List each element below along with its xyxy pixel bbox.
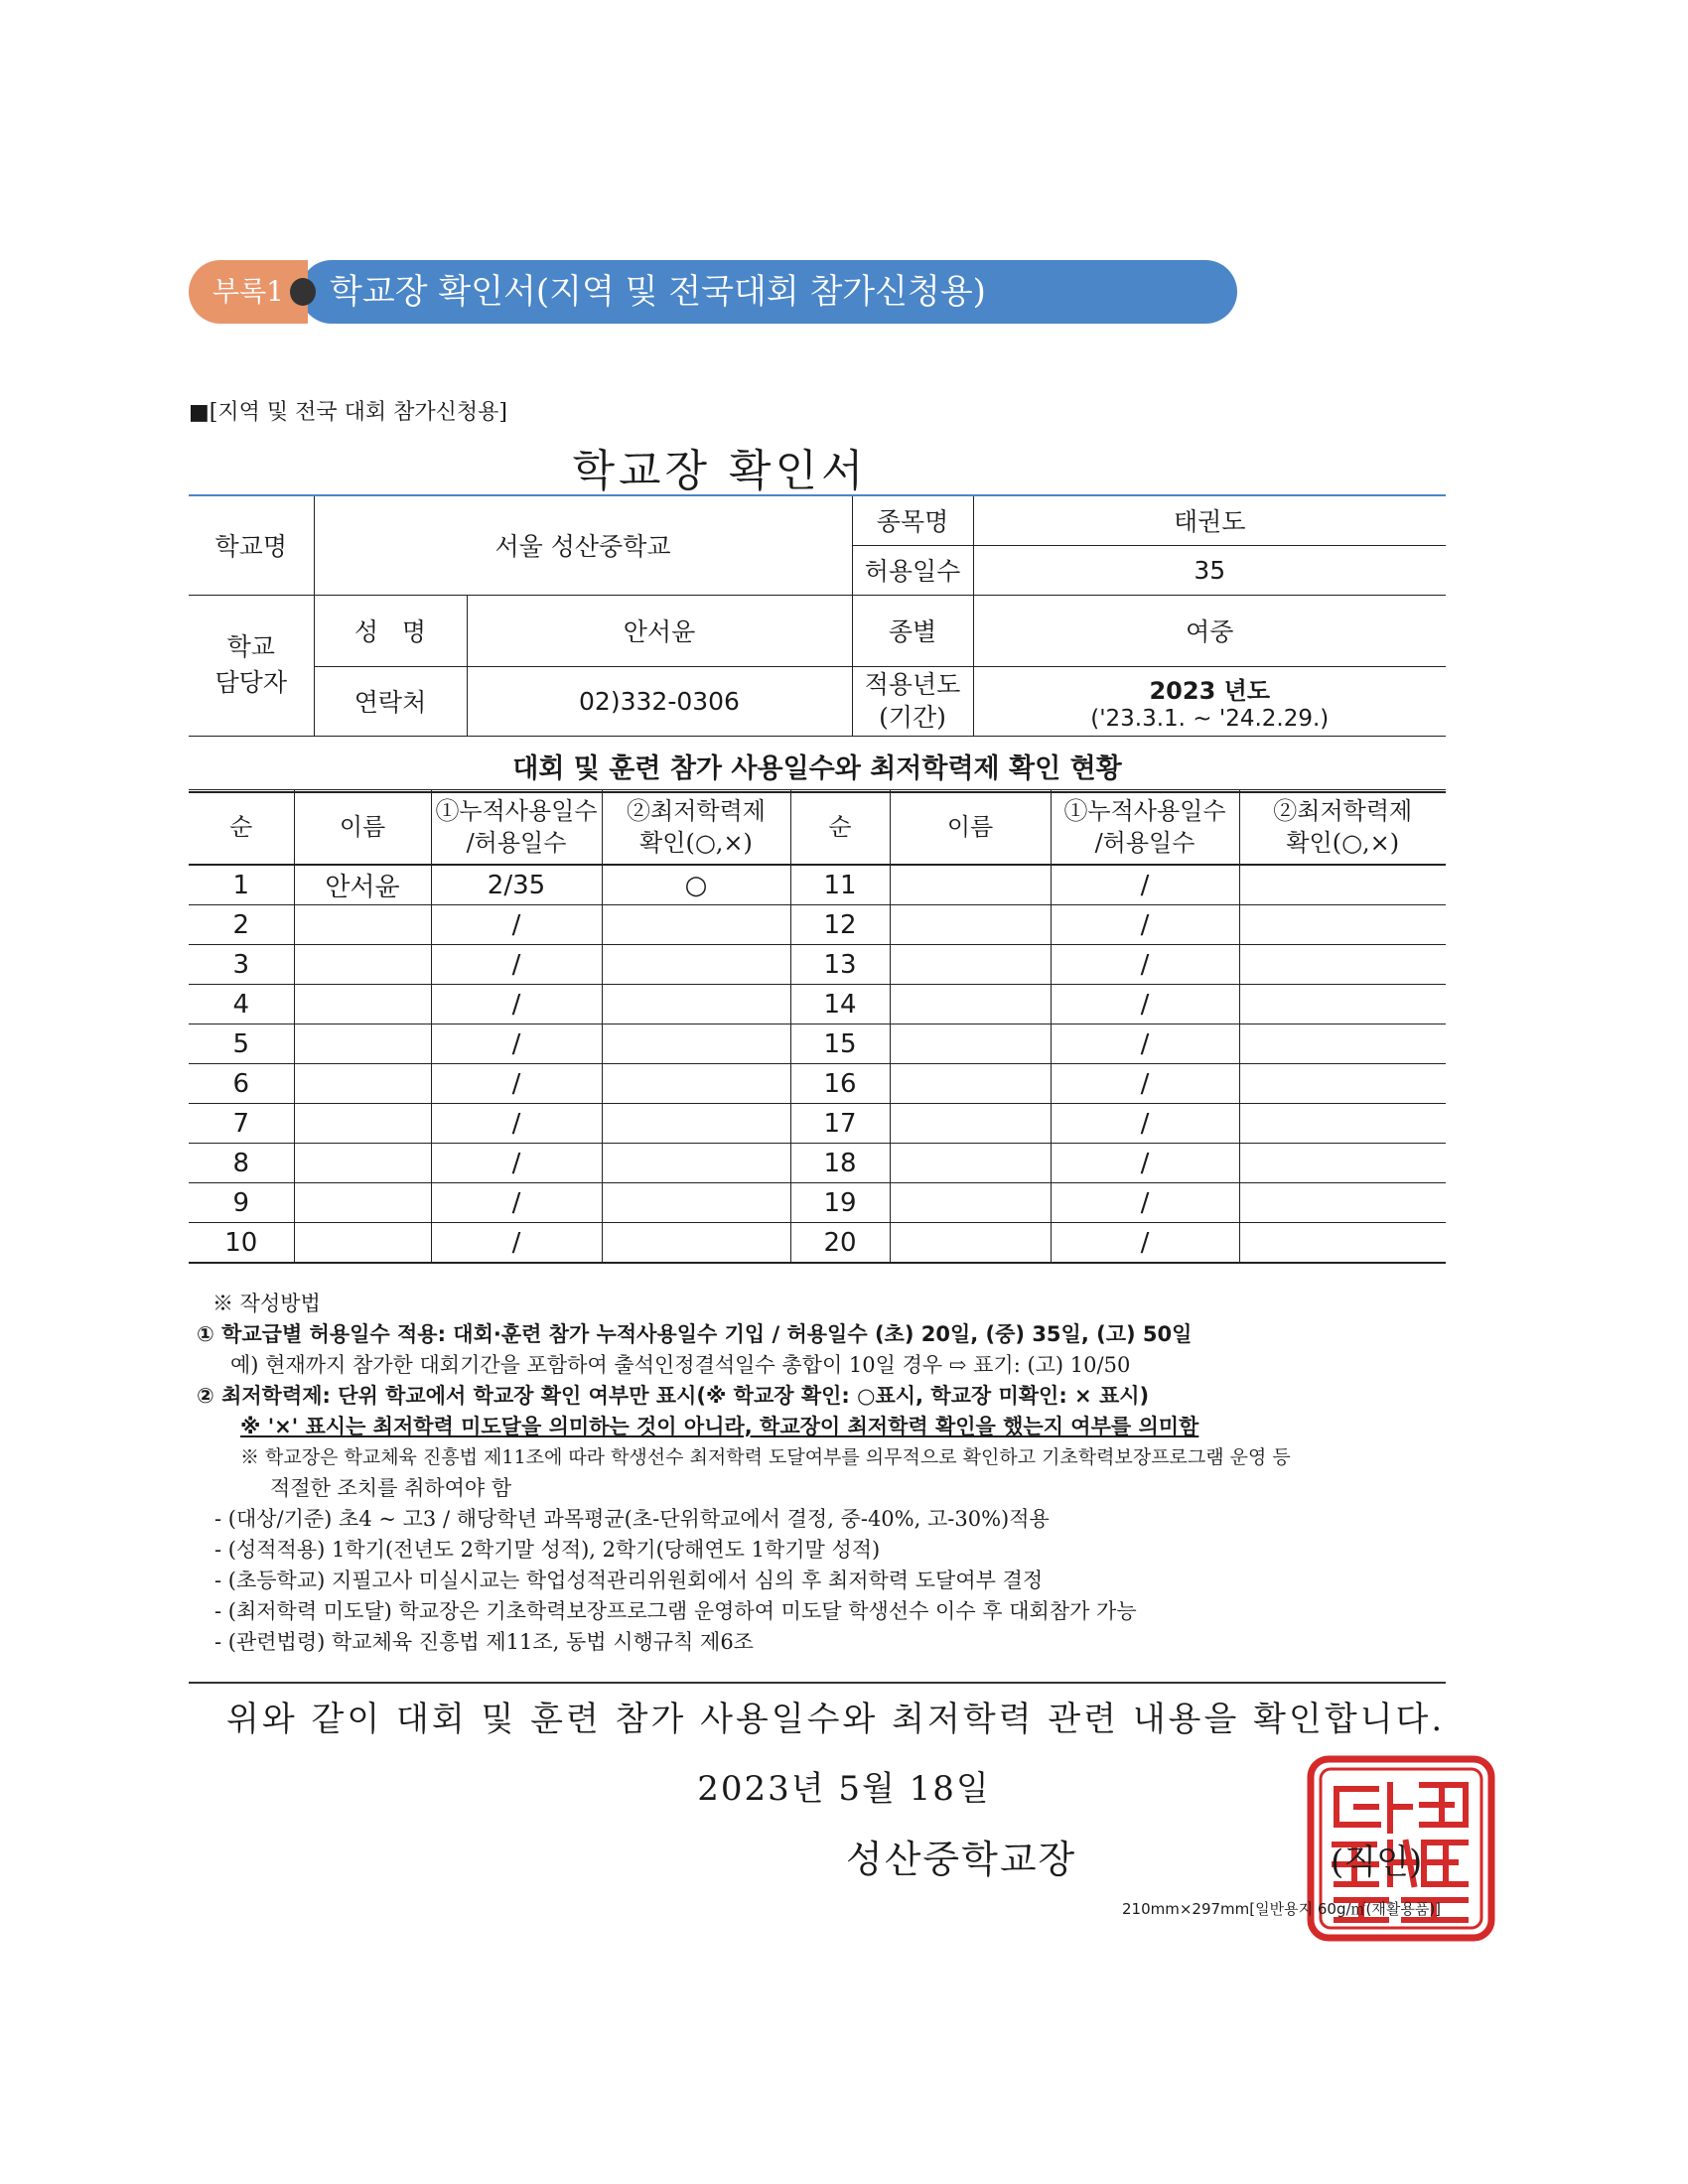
roster-check-cell	[1239, 905, 1446, 945]
roster-check-cell	[1239, 1064, 1446, 1104]
principal-title: 성산중학교장	[846, 1838, 1077, 1881]
roster-row	[189, 865, 1446, 905]
roster-days-cell: /	[1051, 1064, 1239, 1104]
contact-value: 02)332-0306	[467, 666, 852, 736]
roster-check-cell	[1239, 985, 1446, 1024]
roster-days-cell: /	[431, 1024, 602, 1064]
roster-table	[189, 789, 1446, 1264]
roster-check-cell: ○	[602, 865, 790, 905]
school-label: 학교명	[189, 495, 314, 595]
roster-check-cell	[1239, 865, 1446, 905]
roster-days-cell: /	[1051, 1104, 1239, 1144]
roster-name-cell	[294, 1183, 431, 1223]
issue-date: 2023년 5월 18일	[697, 1769, 991, 1809]
roster-order-cell: 13	[790, 945, 890, 985]
detail-elementary: - (초등학교) 지필고사 미실시교는 학업성적관리위원회에서 심의 후 최저학력 도달여부 결정	[214, 1569, 1044, 1592]
roster-check-cell	[602, 945, 790, 985]
roster-row	[189, 1183, 1446, 1223]
roster-order-cell: 14	[790, 985, 890, 1024]
roster-check-cell	[602, 1183, 790, 1223]
roster-check-cell	[1239, 1104, 1446, 1144]
roster-order-cell: 8	[189, 1144, 294, 1183]
roster-check-cell	[602, 985, 790, 1024]
roster-days-cell: 2/35	[431, 865, 602, 905]
event-label: 종목명	[852, 495, 973, 545]
roster-order-cell: 16	[790, 1064, 890, 1104]
roster-days-cell: /	[431, 1183, 602, 1223]
roster-name-cell	[294, 1064, 431, 1104]
roster-header-cell: ②최저학력제 확인(○,×)	[1239, 790, 1446, 866]
form-type-heading: ■[지역 및 전국 대회 참가신청용]	[189, 400, 507, 425]
roster-header-cell: 순	[189, 790, 294, 866]
roster-order-cell: 5	[189, 1024, 294, 1064]
roster-name-cell	[294, 1223, 431, 1264]
roster-order-cell: 7	[189, 1104, 294, 1144]
roster-days-cell: /	[1051, 1144, 1239, 1183]
roster-order-cell: 20	[790, 1223, 890, 1264]
roster-check-cell	[602, 1024, 790, 1064]
roster-name-cell	[890, 1064, 1051, 1104]
year-cell	[973, 666, 1446, 736]
roster-check-cell	[602, 1144, 790, 1183]
roster-header-cell: ①누적사용일수 /허용일수	[431, 790, 602, 866]
roster-check-cell	[602, 905, 790, 945]
roster-name-cell	[294, 1104, 431, 1144]
note-allowed-days-example: 예) 현재까지 참가한 대회기간을 포함하여 출석인정결석일수 총합이 10일 경우 ⇨ 표기: (고) 10/50	[230, 1353, 1131, 1377]
divider	[189, 1682, 1446, 1684]
roster-check-cell	[1239, 1223, 1446, 1264]
roster-row	[189, 985, 1446, 1024]
roster-order-cell: 10	[189, 1223, 294, 1264]
roster-days-cell: /	[1051, 945, 1239, 985]
roster-days-cell: /	[431, 945, 602, 985]
roster-header-cell: 이름	[890, 790, 1051, 866]
roster-check-cell	[1239, 1024, 1446, 1064]
roster-name-cell	[890, 1104, 1051, 1144]
roster-days-cell: /	[431, 1144, 602, 1183]
roster-name-cell: 안서윤	[294, 865, 431, 905]
seal-label: (직인)	[1331, 1843, 1423, 1882]
detail-grades: - (성적적용) 1학기(전년도 2학기말 성적), 2학기(당해연도 1학기말 성적)	[214, 1538, 881, 1562]
type-value: 여중	[973, 595, 1446, 666]
name-label: 성 명	[314, 595, 467, 666]
roster-days-cell: /	[1051, 905, 1239, 945]
roster-days-cell: /	[1051, 865, 1239, 905]
allowed-days-value: 35	[973, 545, 1446, 595]
detail-target: - (대상/기준) 초4 ~ 고3 / 해당학년 과목평균(초-단위학교에서 결정, 중-40%, 고-30%)적용	[214, 1507, 1050, 1531]
note-min-academic: ② 최저학력제: 단위 학교에서 학교장 확인 여부만 표시(※ 학교장 확인: ○표시, 학교장 미확인: × 표시)	[197, 1384, 1150, 1408]
note-allowed-days: ① 학교급별 허용일수 적용: 대회·훈련 참가 누적사용일수 기입 / 허용일수 (초) 20일, (중) 35일, (고) 50일	[197, 1322, 1193, 1346]
roster-order-cell: 1	[189, 865, 294, 905]
roster-order-cell: 17	[790, 1104, 890, 1144]
roster-name-cell	[890, 1024, 1051, 1064]
roster-days-cell: /	[431, 1104, 602, 1144]
roster-header-cell: ②최저학력제 확인(○,×)	[602, 790, 790, 866]
roster-check-cell	[602, 1104, 790, 1144]
event-value: 태권도	[973, 495, 1446, 545]
type-label: 종별	[852, 595, 973, 666]
paper-spec: 210mm×297mm[일반용지 60g/㎡(재활용품)]	[1122, 1900, 1442, 1918]
roster-order-cell: 18	[790, 1144, 890, 1183]
note-principal-duty: ※ 학교장은 학교체육 진흥법 제11조에 따라 학생선수 최저학력 도달여부를 의무적으로 확인하고 기초학력보장프로그램 운영 등	[240, 1446, 1291, 1468]
roster-check-cell	[602, 1064, 790, 1104]
roster-row	[189, 1024, 1446, 1064]
roster-order-cell: 4	[189, 985, 294, 1024]
roster-row	[189, 905, 1446, 945]
roster-header-cell: 이름	[294, 790, 431, 866]
roster-order-cell: 11	[790, 865, 890, 905]
roster-order-cell: 9	[189, 1183, 294, 1223]
roster-name-cell	[890, 1223, 1051, 1264]
roster-check-cell	[1239, 945, 1446, 985]
roster-name-cell	[294, 1024, 431, 1064]
roster-row	[189, 1104, 1446, 1144]
roster-order-cell: 12	[790, 905, 890, 945]
roster-order-cell: 15	[790, 1024, 890, 1064]
roster-order-cell: 6	[189, 1064, 294, 1104]
roster-name-cell	[890, 1183, 1051, 1223]
appendix-banner	[189, 260, 1237, 324]
note-principal-duty-cont: 적절한 조치를 취하여야 함	[270, 1476, 512, 1500]
school-value: 서울 성산중학교	[314, 495, 852, 595]
banner-tag: 부록1	[189, 260, 308, 324]
detail-law: - (관련법령) 학교체육 진흥법 제11조, 동법 시행규칙 제6조	[214, 1630, 754, 1654]
roster-name-cell	[890, 945, 1051, 985]
roster-order-cell: 3	[189, 945, 294, 985]
manager-label: 학교 담당자	[189, 595, 314, 736]
roster-name-cell	[294, 945, 431, 985]
roster-days-cell: /	[1051, 1024, 1239, 1064]
roster-name-cell	[294, 985, 431, 1024]
roster-header-row	[189, 790, 1446, 866]
banner-dot-icon	[290, 278, 316, 306]
notes-heading: ※ 작성방법	[212, 1292, 321, 1315]
period-value: ('23.3.1. ~ '24.2.29.)	[1090, 705, 1330, 732]
roster-check-cell	[602, 1223, 790, 1264]
roster-row	[189, 945, 1446, 985]
detail-not-reached: - (최저학력 미도달) 학교장은 기초학력보장프로그램 운영하여 미도달 학생선수 이수 후 대회참가 가능	[214, 1599, 1137, 1623]
info-table	[189, 494, 1446, 737]
year-value: 2023 년도	[1149, 676, 1271, 705]
roster-name-cell	[890, 1144, 1051, 1183]
document-title: 학교장 확인서	[572, 446, 868, 496]
roster-row	[189, 1144, 1446, 1183]
roster-name-cell	[890, 865, 1051, 905]
name-value: 안서윤	[467, 595, 852, 666]
roster-days-cell: /	[1051, 1183, 1239, 1223]
roster-header-cell: 순	[790, 790, 890, 866]
roster-name-cell	[890, 985, 1051, 1024]
year-label: 적용년도 (기간)	[852, 666, 973, 736]
roster-days-cell: /	[1051, 1223, 1239, 1264]
contact-label: 연락처	[314, 666, 467, 736]
note-x-meaning: ※ '×' 표시는 최저학력 미도달을 의미하는 것이 아니라, 학교장이 최저학력 확인을 했는지 여부를 의미함	[240, 1415, 1199, 1438]
roster-row	[189, 1223, 1446, 1264]
roster-check-cell	[1239, 1144, 1446, 1183]
allowed-days-label: 허용일수	[852, 545, 973, 595]
roster-days-cell: /	[1051, 985, 1239, 1024]
roster-order-cell: 2	[189, 905, 294, 945]
roster-name-cell	[890, 905, 1051, 945]
roster-order-cell: 19	[790, 1183, 890, 1223]
banner-title: 학교장 확인서(지역 및 전국대회 참가신청용)	[300, 260, 1237, 324]
roster-days-cell: /	[431, 1064, 602, 1104]
roster-check-cell	[1239, 1183, 1446, 1223]
roster-days-cell: /	[431, 1223, 602, 1264]
writing-instructions	[197, 1289, 1462, 1658]
roster-header-cell: ①누적사용일수 /허용일수	[1051, 790, 1239, 866]
roster-days-cell: /	[431, 905, 602, 945]
roster-name-cell	[294, 1144, 431, 1183]
roster-title: 대회 및 훈련 참가 사용일수와 최저학력제 확인 현황	[189, 747, 1446, 793]
roster-days-cell: /	[431, 985, 602, 1024]
roster-row	[189, 1064, 1446, 1104]
roster-name-cell	[294, 905, 431, 945]
confirmation-statement: 위와 같이 대회 및 훈련 참가 사용일수와 최저학력 관련 내용을 확인합니다.	[226, 1700, 1446, 1739]
